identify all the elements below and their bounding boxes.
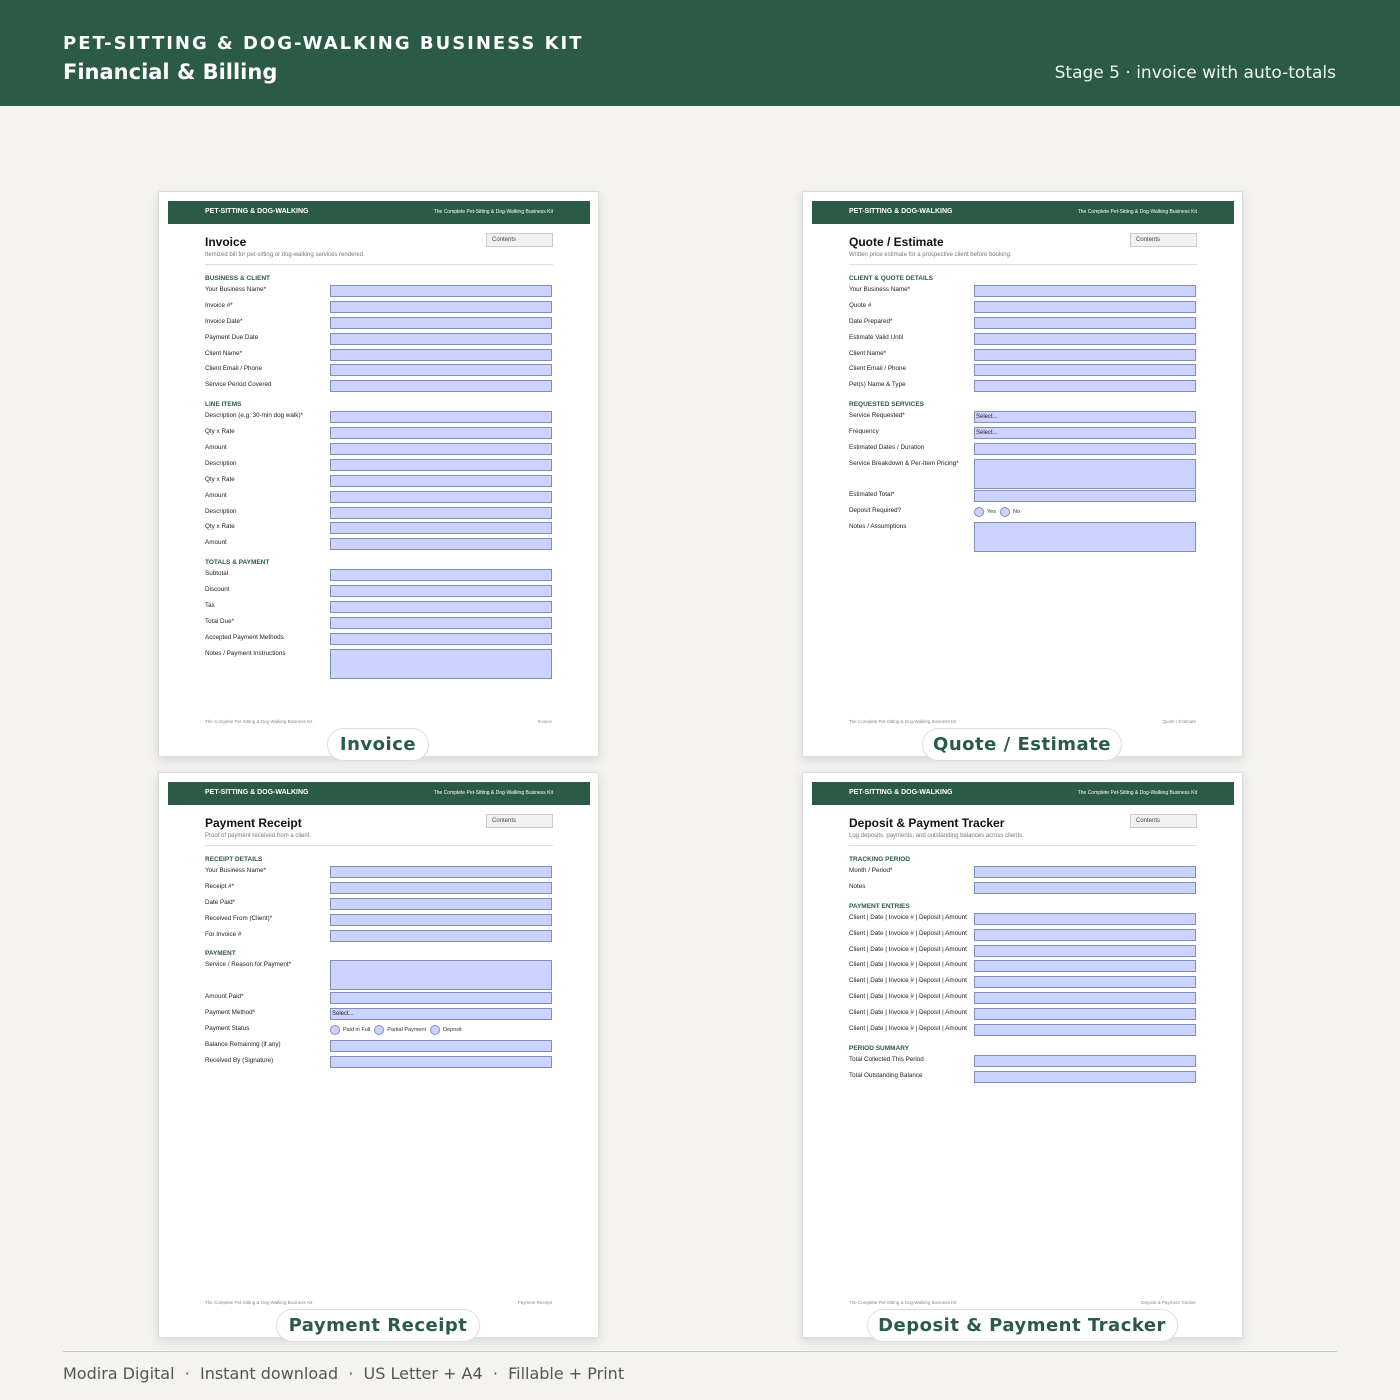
field-label: Amount bbox=[205, 491, 227, 499]
text-field[interactable] bbox=[974, 490, 1196, 502]
form-row bbox=[849, 1053, 1197, 1069]
field-label: Client Email / Phone bbox=[205, 365, 263, 373]
text-field[interactable] bbox=[330, 538, 552, 550]
field-label: Your Business Name* bbox=[205, 867, 267, 874]
text-field[interactable] bbox=[974, 333, 1196, 345]
contents-button[interactable]: Contents bbox=[1130, 814, 1197, 828]
contents-button[interactable]: Contents bbox=[486, 814, 553, 828]
form-row bbox=[849, 315, 1197, 331]
field-label: Client | Date | Invoice # | Deposit | Amount bbox=[849, 993, 967, 1001]
text-field[interactable] bbox=[330, 411, 552, 423]
form-body bbox=[849, 849, 1197, 1085]
field-label: Client Email / Phone bbox=[849, 365, 907, 373]
text-field[interactable] bbox=[330, 1056, 552, 1068]
field-label: Payment Method* bbox=[205, 1008, 256, 1016]
text-field[interactable] bbox=[330, 585, 552, 597]
radio-circle-icon[interactable] bbox=[374, 1025, 384, 1035]
page-header-kit: The Complete Pet-Sitting & Dog-Walking Business Kit bbox=[1077, 209, 1197, 215]
page-header-brand: PET-SITTING & DOG-WALKING bbox=[849, 208, 953, 215]
text-field[interactable] bbox=[330, 427, 552, 439]
form-row bbox=[205, 441, 553, 457]
page-footer-title: Deposit & Payment Tracker bbox=[1141, 1300, 1196, 1305]
field-label: Client | Date | Invoice # | Deposit | Amount bbox=[849, 913, 967, 921]
form-body bbox=[849, 268, 1197, 552]
form-body bbox=[205, 268, 553, 678]
section-heading: BUSINESS & CLIENT bbox=[205, 275, 271, 282]
form-page-preview bbox=[158, 772, 599, 1338]
field-label: Service Breakdown & Per-Item Pricing* bbox=[849, 459, 959, 467]
text-field[interactable] bbox=[330, 1040, 552, 1052]
field-label: Tax bbox=[205, 602, 215, 610]
text-field[interactable] bbox=[330, 491, 552, 503]
section-heading: RECEIPT DETAILS bbox=[205, 856, 263, 863]
field-label: Client | Date | Invoice # | Deposit | Amount bbox=[849, 1025, 967, 1033]
form-row bbox=[205, 896, 553, 912]
text-field[interactable] bbox=[974, 913, 1196, 925]
page-footer-kit: The Complete Pet-Sitting & Dog-Walking Business Kit bbox=[205, 719, 313, 724]
form-row bbox=[205, 315, 553, 331]
form-row bbox=[205, 347, 553, 363]
form-row bbox=[849, 974, 1197, 990]
text-field[interactable] bbox=[330, 475, 552, 487]
text-field[interactable] bbox=[330, 507, 552, 519]
field-label: Total Collected This Period bbox=[849, 1055, 924, 1063]
field-label: Total Due* bbox=[205, 617, 235, 625]
field-label: Client | Date | Invoice # | Deposit | Amount bbox=[849, 1009, 967, 1017]
field-label: Client | Date | Invoice # | Deposit | Amount bbox=[849, 977, 967, 985]
top-banner bbox=[0, 0, 1400, 106]
page-header-bar bbox=[812, 201, 1234, 224]
field-label: Client Name* bbox=[205, 349, 243, 357]
text-field[interactable] bbox=[330, 882, 552, 894]
form-row bbox=[849, 880, 1197, 896]
contents-button[interactable]: Contents bbox=[486, 233, 553, 247]
field-label: Payment Status bbox=[205, 1024, 250, 1032]
form-page-preview bbox=[158, 191, 599, 757]
radio-circle-icon[interactable] bbox=[430, 1025, 440, 1035]
form-row bbox=[849, 520, 1197, 552]
radio-option[interactable] bbox=[374, 1025, 426, 1035]
field-label: Frequency bbox=[849, 428, 879, 436]
page-header-kit: The Complete Pet-Sitting & Dog-Walking Business Kit bbox=[433, 790, 553, 796]
text-field[interactable] bbox=[974, 1071, 1196, 1083]
title-divider bbox=[205, 845, 553, 846]
footer-tagline: Modira Digital · Instant download · US Letter + A4 · Fillable + Print bbox=[63, 1364, 625, 1383]
field-label: For Invoice # bbox=[205, 930, 242, 938]
form-row bbox=[849, 1006, 1197, 1022]
page-header-brand: PET-SITTING & DOG-WALKING bbox=[205, 208, 309, 215]
page-header-bar bbox=[812, 782, 1234, 805]
text-field[interactable] bbox=[974, 866, 1196, 878]
field-label: Service Requested* bbox=[849, 412, 905, 420]
field-label: Estimated Total* bbox=[849, 491, 895, 499]
text-field[interactable] bbox=[974, 992, 1196, 1004]
radio-circle-icon[interactable] bbox=[1000, 507, 1010, 517]
field-label: Received From (Client)* bbox=[205, 914, 273, 922]
text-field[interactable] bbox=[330, 522, 552, 534]
form-row bbox=[205, 928, 553, 944]
select-field[interactable]: Select... bbox=[974, 411, 1196, 423]
field-label: Notes bbox=[849, 882, 866, 890]
text-field[interactable] bbox=[974, 285, 1196, 297]
contents-button[interactable]: Contents bbox=[1130, 233, 1197, 247]
radio-option-label: Yes bbox=[987, 509, 996, 516]
field-label: Date Paid* bbox=[205, 898, 236, 906]
radio-option[interactable] bbox=[1000, 507, 1020, 517]
form-row bbox=[849, 299, 1197, 315]
field-label: Invoice #* bbox=[205, 301, 233, 309]
field-label: Amount bbox=[205, 539, 227, 547]
title-divider bbox=[205, 264, 553, 265]
text-field[interactable] bbox=[974, 882, 1196, 894]
form-row bbox=[849, 504, 1197, 520]
form-row bbox=[205, 331, 553, 347]
text-field[interactable] bbox=[974, 945, 1196, 957]
form-row bbox=[849, 488, 1197, 504]
page-footer-title: Invoice bbox=[537, 719, 552, 724]
page-header-brand: PET-SITTING & DOG-WALKING bbox=[849, 789, 953, 796]
kit-title: PET-SITTING & DOG-WALKING BUSINESS KIT bbox=[63, 33, 584, 54]
form-row bbox=[205, 958, 553, 990]
form-row bbox=[205, 473, 553, 489]
field-label: Description bbox=[205, 507, 237, 515]
form-description: Proof of payment received from a client. bbox=[205, 833, 312, 839]
field-label: Notes / Assumptions bbox=[849, 523, 907, 531]
field-label: Receipt #* bbox=[205, 882, 235, 890]
text-field[interactable] bbox=[974, 317, 1196, 329]
form-title: Quote / Estimate bbox=[849, 235, 944, 249]
form-row bbox=[205, 583, 553, 599]
form-row bbox=[849, 864, 1197, 880]
field-label: Your Business Name* bbox=[205, 286, 267, 293]
field-label: Qty x Rate bbox=[205, 475, 235, 483]
form-row bbox=[205, 378, 553, 394]
text-field[interactable] bbox=[974, 976, 1196, 988]
form-row bbox=[205, 615, 553, 631]
radio-option-label: No bbox=[1012, 509, 1021, 516]
textarea-field[interactable] bbox=[974, 459, 1196, 489]
form-description: Itemized bill for pet-sitting or dog-walking services rendered. bbox=[205, 252, 365, 258]
field-label: Client | Date | Invoice # | Deposit | Amount bbox=[849, 961, 967, 969]
form-title: Deposit & Payment Tracker bbox=[849, 816, 1005, 830]
form-row bbox=[205, 567, 553, 583]
form-row bbox=[205, 912, 553, 928]
field-label: Deposit Required? bbox=[849, 507, 902, 515]
form-row bbox=[205, 1054, 553, 1070]
field-label: Pet(s) Name & Type bbox=[849, 381, 906, 389]
radio-group bbox=[974, 506, 1024, 518]
form-row bbox=[205, 864, 553, 880]
form-title: Invoice bbox=[205, 235, 247, 249]
field-label: Description bbox=[205, 459, 237, 467]
page-header-kit: The Complete Pet-Sitting & Dog-Walking Business Kit bbox=[1077, 790, 1197, 796]
text-field[interactable] bbox=[974, 1024, 1196, 1036]
text-field[interactable] bbox=[974, 301, 1196, 313]
field-label: Subtotal bbox=[205, 570, 229, 578]
form-row bbox=[849, 362, 1197, 378]
text-field[interactable] bbox=[330, 364, 552, 376]
form-row bbox=[849, 958, 1197, 974]
stage-label: Stage 5 · invoice with auto-totals bbox=[1054, 63, 1336, 83]
text-field[interactable] bbox=[330, 301, 552, 313]
form-row bbox=[205, 505, 553, 521]
radio-circle-icon[interactable] bbox=[330, 1025, 340, 1035]
text-field[interactable] bbox=[974, 1008, 1196, 1020]
text-field[interactable] bbox=[330, 866, 552, 878]
form-row bbox=[205, 1022, 553, 1038]
field-label: Service Period Covered bbox=[205, 381, 272, 389]
form-description: Log deposits, payments, and outstanding balances across clients. bbox=[849, 833, 1024, 839]
field-label: Service / Reason for Payment* bbox=[205, 961, 292, 969]
field-label: Accepted Payment Methods bbox=[205, 633, 284, 641]
field-label: Estimated Dates / Duration bbox=[849, 444, 925, 452]
form-row bbox=[205, 599, 553, 615]
form-row bbox=[849, 331, 1197, 347]
page-header-kit: The Complete Pet-Sitting & Dog-Walking Business Kit bbox=[433, 209, 553, 215]
form-row bbox=[849, 457, 1197, 489]
field-label: Estimate Valid Until bbox=[849, 333, 904, 341]
text-field[interactable] bbox=[330, 333, 552, 345]
field-label: Amount bbox=[205, 444, 227, 452]
form-row bbox=[205, 425, 553, 441]
radio-option-label: Partial Payment bbox=[387, 1026, 427, 1033]
form-row bbox=[849, 927, 1197, 943]
section-heading: LINE ITEMS bbox=[205, 401, 242, 409]
form-description: Written price estimate for a prospective client before booking. bbox=[849, 252, 1012, 258]
form-row bbox=[849, 990, 1197, 1006]
textarea-field[interactable] bbox=[330, 649, 552, 679]
form-row bbox=[849, 347, 1197, 363]
text-field[interactable] bbox=[330, 992, 552, 1004]
page-footer-title: Payment Receipt bbox=[517, 1300, 552, 1305]
page-caption-pill: Invoice bbox=[327, 728, 429, 761]
field-label: Received By (Signature) bbox=[205, 1056, 274, 1064]
form-row bbox=[205, 631, 553, 647]
text-field[interactable] bbox=[330, 459, 552, 471]
form-row bbox=[849, 441, 1197, 457]
form-row bbox=[849, 911, 1197, 927]
field-label: Notes / Payment Instructions bbox=[205, 649, 286, 657]
text-field[interactable] bbox=[330, 317, 552, 329]
form-row bbox=[849, 409, 1197, 425]
text-field[interactable] bbox=[974, 364, 1196, 376]
title-divider bbox=[849, 264, 1197, 265]
form-row bbox=[205, 489, 553, 505]
field-label: Client | Date | Invoice # | Deposit | Amount bbox=[849, 945, 967, 953]
field-label: Client Name* bbox=[849, 349, 887, 357]
form-row bbox=[205, 299, 553, 315]
section-heading: TOTALS & PAYMENT bbox=[205, 559, 270, 567]
field-label: Month / Period* bbox=[849, 867, 893, 874]
form-row bbox=[849, 283, 1197, 299]
footer-divider bbox=[63, 1351, 1337, 1352]
text-field[interactable] bbox=[974, 960, 1196, 972]
text-field[interactable] bbox=[330, 285, 552, 297]
section-heading: PAYMENT ENTRIES bbox=[849, 902, 910, 910]
form-row bbox=[849, 425, 1197, 441]
form-row bbox=[205, 536, 553, 552]
field-label: Payment Due Date bbox=[205, 333, 259, 341]
section-heading: TRACKING PERIOD bbox=[849, 856, 911, 863]
field-label: Discount bbox=[205, 586, 230, 594]
form-row bbox=[849, 943, 1197, 959]
field-label: Qty x Rate bbox=[205, 428, 235, 436]
select-field[interactable]: Select... bbox=[330, 1008, 552, 1020]
field-label: Date Prepared* bbox=[849, 317, 893, 325]
form-row bbox=[849, 378, 1197, 394]
field-label: Balance Remaining (if any) bbox=[205, 1040, 281, 1048]
text-field[interactable] bbox=[974, 380, 1196, 392]
page-footer-kit: The Complete Pet-Sitting & Dog-Walking Business Kit bbox=[205, 1300, 313, 1305]
form-title: Payment Receipt bbox=[205, 816, 302, 830]
form-page-preview bbox=[802, 191, 1243, 757]
radio-option-label: Deposit bbox=[443, 1026, 462, 1033]
text-field[interactable] bbox=[330, 617, 552, 629]
text-field[interactable] bbox=[974, 349, 1196, 361]
field-label: Description (e.g. 30-min dog walk)* bbox=[205, 412, 303, 420]
section-heading: CLIENT & QUOTE DETAILS bbox=[849, 275, 934, 282]
radio-option[interactable] bbox=[974, 507, 996, 517]
field-label: Client | Date | Invoice # | Deposit | Amount bbox=[849, 929, 967, 937]
page-caption-pill: Deposit & Payment Tracker bbox=[867, 1309, 1178, 1342]
text-field[interactable] bbox=[330, 443, 552, 455]
text-field[interactable] bbox=[974, 443, 1196, 455]
form-page-preview bbox=[802, 772, 1243, 1338]
text-field[interactable] bbox=[330, 380, 552, 392]
text-field[interactable] bbox=[330, 569, 552, 581]
page-header-brand: PET-SITTING & DOG-WALKING bbox=[205, 789, 309, 796]
textarea-field[interactable] bbox=[974, 522, 1196, 552]
form-row bbox=[205, 647, 553, 679]
page-footer-kit: The Complete Pet-Sitting & Dog-Walking Business Kit bbox=[849, 719, 957, 724]
text-field[interactable] bbox=[330, 633, 552, 645]
text-field[interactable] bbox=[330, 898, 552, 910]
text-field[interactable] bbox=[330, 914, 552, 926]
text-field[interactable] bbox=[330, 601, 552, 613]
radio-circle-icon[interactable] bbox=[974, 507, 984, 517]
form-row bbox=[205, 409, 553, 425]
select-field[interactable]: Select... bbox=[974, 427, 1196, 439]
form-row bbox=[205, 362, 553, 378]
page-footer-kit: The Complete Pet-Sitting & Dog-Walking Business Kit bbox=[849, 1300, 957, 1305]
text-field[interactable] bbox=[330, 349, 552, 361]
radio-group bbox=[330, 1024, 466, 1036]
page-header-bar bbox=[168, 782, 590, 805]
radio-option-label: Paid in Full bbox=[343, 1026, 371, 1033]
section-heading: REQUESTED SERVICES bbox=[849, 401, 925, 409]
form-row bbox=[205, 1038, 553, 1054]
form-row bbox=[849, 1069, 1197, 1085]
title-divider bbox=[849, 845, 1197, 846]
page-footer-title: Quote / Estimate bbox=[1162, 719, 1196, 724]
field-label: Amount Paid* bbox=[205, 992, 244, 1000]
form-body bbox=[205, 849, 553, 1069]
page-caption-pill: Quote / Estimate bbox=[922, 728, 1122, 761]
text-field[interactable] bbox=[974, 1055, 1196, 1067]
form-row bbox=[205, 283, 553, 299]
field-label: Your Business Name* bbox=[849, 286, 911, 293]
radio-option[interactable] bbox=[330, 1025, 370, 1035]
radio-option[interactable] bbox=[430, 1025, 462, 1035]
field-label: Total Outstanding Balance bbox=[849, 1071, 923, 1079]
form-row bbox=[205, 990, 553, 1006]
field-label: Qty x Rate bbox=[205, 523, 235, 531]
field-label: Quote # bbox=[849, 301, 872, 309]
form-row bbox=[205, 1006, 553, 1022]
textarea-field[interactable] bbox=[330, 960, 552, 990]
form-row bbox=[205, 457, 553, 473]
page-caption-pill: Payment Receipt bbox=[276, 1309, 480, 1342]
text-field[interactable] bbox=[330, 930, 552, 942]
form-row bbox=[849, 1022, 1197, 1038]
section-heading: PERIOD SUMMARY bbox=[849, 1044, 910, 1052]
form-row bbox=[205, 520, 553, 536]
collection-subtitle: Financial & Billing bbox=[63, 60, 278, 84]
field-label: Invoice Date* bbox=[205, 317, 243, 325]
section-heading: PAYMENT bbox=[205, 950, 236, 958]
text-field[interactable] bbox=[974, 929, 1196, 941]
page-header-bar bbox=[168, 201, 590, 224]
form-row bbox=[205, 880, 553, 896]
